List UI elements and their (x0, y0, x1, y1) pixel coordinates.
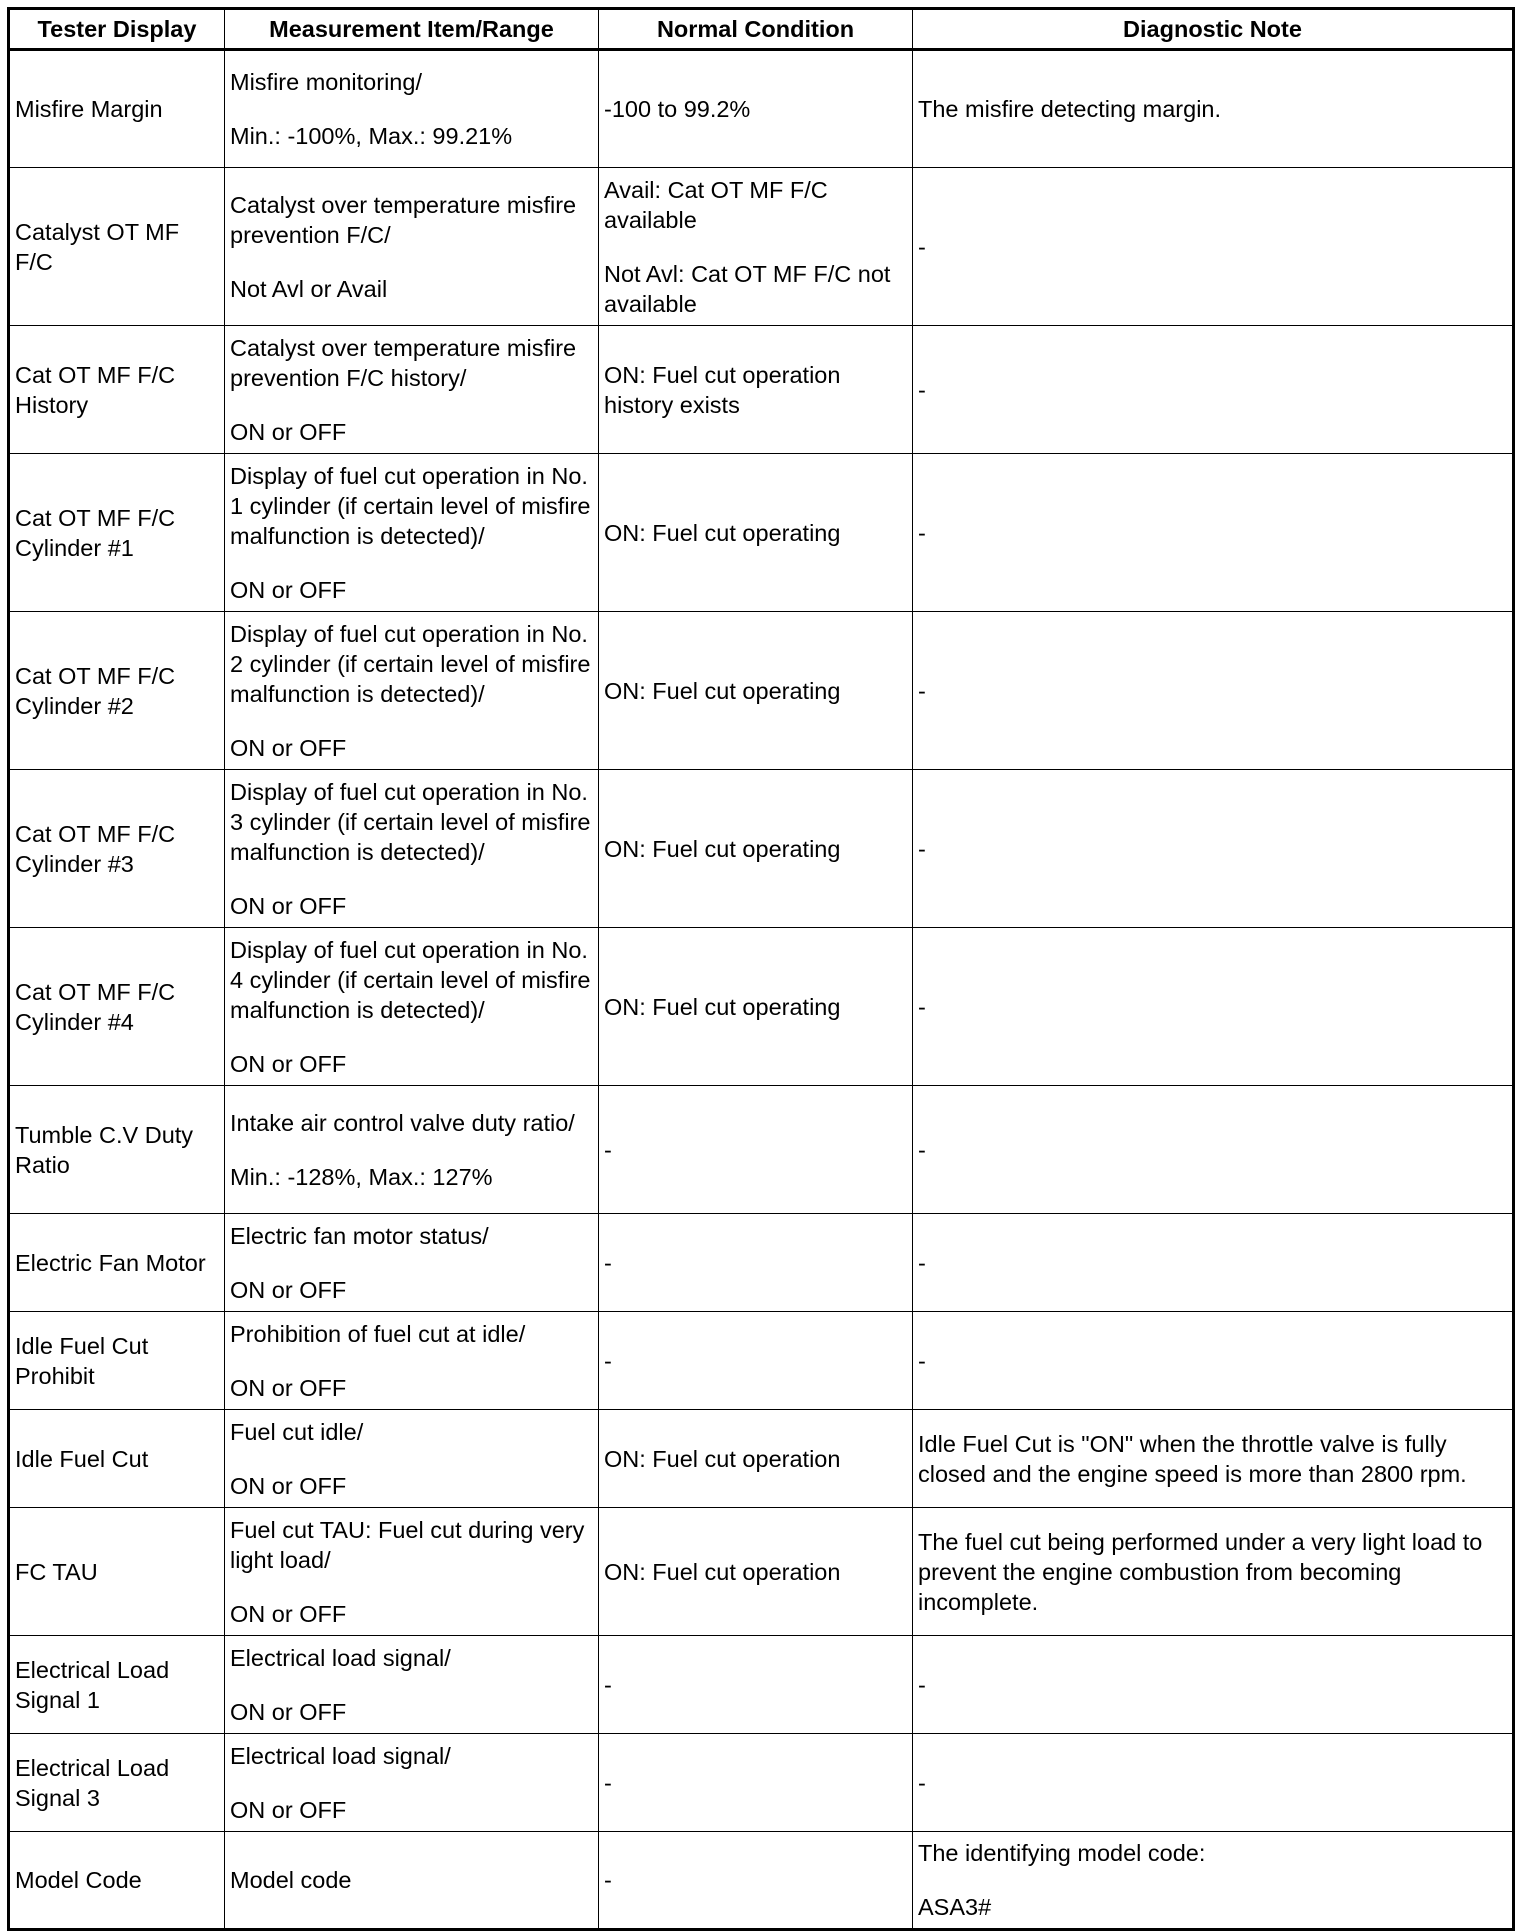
item-description: Catalyst over temperature misfire prevention F/C/ (230, 191, 577, 248)
normal-condition-cell: - (599, 1636, 913, 1734)
item-range: Not Avl or Avail (230, 275, 388, 302)
measurement-item-cell (225, 1508, 599, 1636)
diagnostic-note-cell: The fuel cut being performed under a very light load to prevent the engine combustion from becoming incomplete. (913, 1508, 1514, 1636)
item-range: ON or OFF (230, 576, 347, 603)
table-row (9, 1832, 1514, 1930)
normal-condition-cell: - (599, 1214, 913, 1312)
measurement-item-cell (225, 612, 599, 770)
item-description: Misfire monitoring/ (230, 69, 422, 95)
tester-display-cell: Electrical Load Signal 3 (9, 1734, 225, 1832)
item-description: Electrical load signal/ (230, 1644, 451, 1671)
measurement-item-cell (225, 1214, 599, 1312)
normal-condition-cell: - (599, 1086, 913, 1214)
table-row (9, 1508, 1514, 1636)
diagnostic-note-cell: - (913, 770, 1514, 928)
normal-condition-cell: ON: Fuel cut operating (599, 770, 913, 928)
normal-condition-cell: - (599, 1734, 913, 1832)
item-range: ON or OFF (230, 1050, 347, 1077)
measurement-item-cell (225, 454, 599, 612)
tester-display-cell: Model Code (9, 1832, 225, 1930)
column-header-normal-condition: Normal Condition (599, 9, 913, 50)
measurement-item-cell (225, 928, 599, 1086)
tester-display-cell: FC TAU (9, 1508, 225, 1636)
item-range: ON or OFF (230, 1374, 347, 1401)
item-description: Intake air control valve duty ratio/ (230, 1109, 575, 1136)
measurement-item-cell (225, 50, 599, 168)
column-header-tester-display: Tester Display (9, 9, 225, 50)
diagnostic-note-cell: - (913, 168, 1514, 326)
table-row (9, 1734, 1514, 1832)
diagnostic-note-cell (913, 1832, 1514, 1930)
diagnostic-note-cell: - (913, 928, 1514, 1086)
table-row (9, 168, 1514, 326)
item-range: ON or OFF (230, 1796, 347, 1823)
normal-condition-cell: ON: Fuel cut operating (599, 454, 913, 612)
note-text: The identifying model code: (918, 1840, 1206, 1866)
item-range: Min.: -128%, Max.: 127% (230, 1163, 493, 1190)
item-range: ON or OFF (230, 1698, 347, 1725)
measurement-item-cell (225, 1312, 599, 1410)
item-range: ON or OFF (230, 734, 347, 761)
diagnostic-note-cell: The misfire detecting margin. (913, 50, 1514, 168)
header-row (9, 9, 1514, 50)
normal-condition-cell: ON: Fuel cut operating (599, 928, 913, 1086)
table-row (9, 928, 1514, 1086)
diagnostic-note-cell: - (913, 1734, 1514, 1832)
item-description: Fuel cut TAU: Fuel cut during very light load/ (230, 1516, 585, 1573)
diagnostic-data-table (7, 7, 1515, 1931)
tester-display-cell: Idle Fuel Cut (9, 1410, 225, 1508)
table-row (9, 1636, 1514, 1734)
item-description: Display of fuel cut operation in No. 2 cylinder (if certain level of misfire malfunction is detected)/ (230, 620, 591, 707)
table-row (9, 454, 1514, 612)
measurement-item-cell (225, 1734, 599, 1832)
measurement-item-cell (225, 168, 599, 326)
item-description: Catalyst over temperature misfire prevention F/C history/ (230, 334, 577, 391)
diagnostic-note-cell: - (913, 454, 1514, 612)
diagnostic-note-cell: - (913, 1086, 1514, 1214)
measurement-item-cell (225, 1086, 599, 1214)
diagnostic-note-cell: Idle Fuel Cut is "ON" when the throttle valve is fully closed and the engine speed is more than 2800 rpm. (913, 1410, 1514, 1508)
tester-display-cell: Cat OT MF F/C Cylinder #1 (9, 454, 225, 612)
column-header-measurement-item: Measurement Item/Range (225, 9, 599, 50)
diagnostic-note-cell: - (913, 326, 1514, 454)
tester-display-cell: Cat OT MF F/C Cylinder #2 (9, 612, 225, 770)
normal-condition-cell: -100 to 99.2% (599, 50, 913, 168)
tester-display-cell: Cat OT MF F/C Cylinder #3 (9, 770, 225, 928)
measurement-item-cell (225, 326, 599, 454)
diagnostic-note-cell: - (913, 612, 1514, 770)
item-description: Display of fuel cut operation in No. 4 cylinder (if certain level of misfire malfunction is detected)/ (230, 936, 591, 1023)
diagnostic-note-cell: - (913, 1636, 1514, 1734)
diagnostic-note-cell: - (913, 1312, 1514, 1410)
normal-condition-cell: - (599, 1312, 913, 1410)
tester-display-cell: Idle Fuel Cut Prohibit (9, 1312, 225, 1410)
condition-available: Avail: Cat OT MF F/C available (604, 176, 828, 233)
item-range: ON or OFF (230, 1600, 347, 1627)
normal-condition-cell: ON: Fuel cut operation (599, 1410, 913, 1508)
item-description: Display of fuel cut operation in No. 3 cylinder (if certain level of misfire malfunction is detected)/ (230, 778, 591, 865)
measurement-item-cell (225, 770, 599, 928)
measurement-item-cell (225, 1410, 599, 1508)
tester-display-cell: Tumble C.V Duty Ratio (9, 1086, 225, 1214)
item-range: ON or OFF (230, 418, 347, 445)
tester-display-cell: Electrical Load Signal 1 (9, 1636, 225, 1734)
table-row (9, 50, 1514, 168)
item-range: Min.: -100%, Max.: 99.21% (230, 123, 513, 149)
table-row (9, 1086, 1514, 1214)
tester-display-cell: Catalyst OT MF F/C (9, 168, 225, 326)
item-description: Display of fuel cut operation in No. 1 cylinder (if certain level of misfire malfunction is detected)/ (230, 462, 591, 549)
normal-condition-cell: ON: Fuel cut operation history exists (599, 326, 913, 454)
table-row (9, 770, 1514, 928)
tester-display-cell: Cat OT MF F/C History (9, 326, 225, 454)
normal-condition-cell: ON: Fuel cut operation (599, 1508, 913, 1636)
item-description: Electric fan motor status/ (230, 1222, 489, 1249)
column-header-diagnostic-note: Diagnostic Note (913, 9, 1514, 50)
table-row (9, 1214, 1514, 1312)
item-description: Fuel cut idle/ (230, 1418, 364, 1445)
item-range: ON or OFF (230, 1472, 347, 1499)
tester-display-cell: Electric Fan Motor (9, 1214, 225, 1312)
table-row (9, 326, 1514, 454)
item-range: ON or OFF (230, 892, 347, 919)
normal-condition-cell: ON: Fuel cut operating (599, 612, 913, 770)
tester-display-cell: Misfire Margin (9, 50, 225, 168)
item-description: Prohibition of fuel cut at idle/ (230, 1320, 526, 1347)
model-code-value: ASA3# (918, 1894, 992, 1920)
normal-condition-cell: - (599, 1832, 913, 1930)
table-row (9, 612, 1514, 770)
item-description: Electrical load signal/ (230, 1742, 451, 1769)
tester-display-cell: Cat OT MF F/C Cylinder #4 (9, 928, 225, 1086)
condition-not-available: Not Avl: Cat OT MF F/C not available (604, 260, 891, 317)
measurement-item-cell: Model code (225, 1832, 599, 1930)
table-row (9, 1410, 1514, 1508)
table-row (9, 1312, 1514, 1410)
normal-condition-cell (599, 168, 913, 326)
measurement-item-cell (225, 1636, 599, 1734)
item-range: ON or OFF (230, 1276, 347, 1303)
diagnostic-note-cell: - (913, 1214, 1514, 1312)
